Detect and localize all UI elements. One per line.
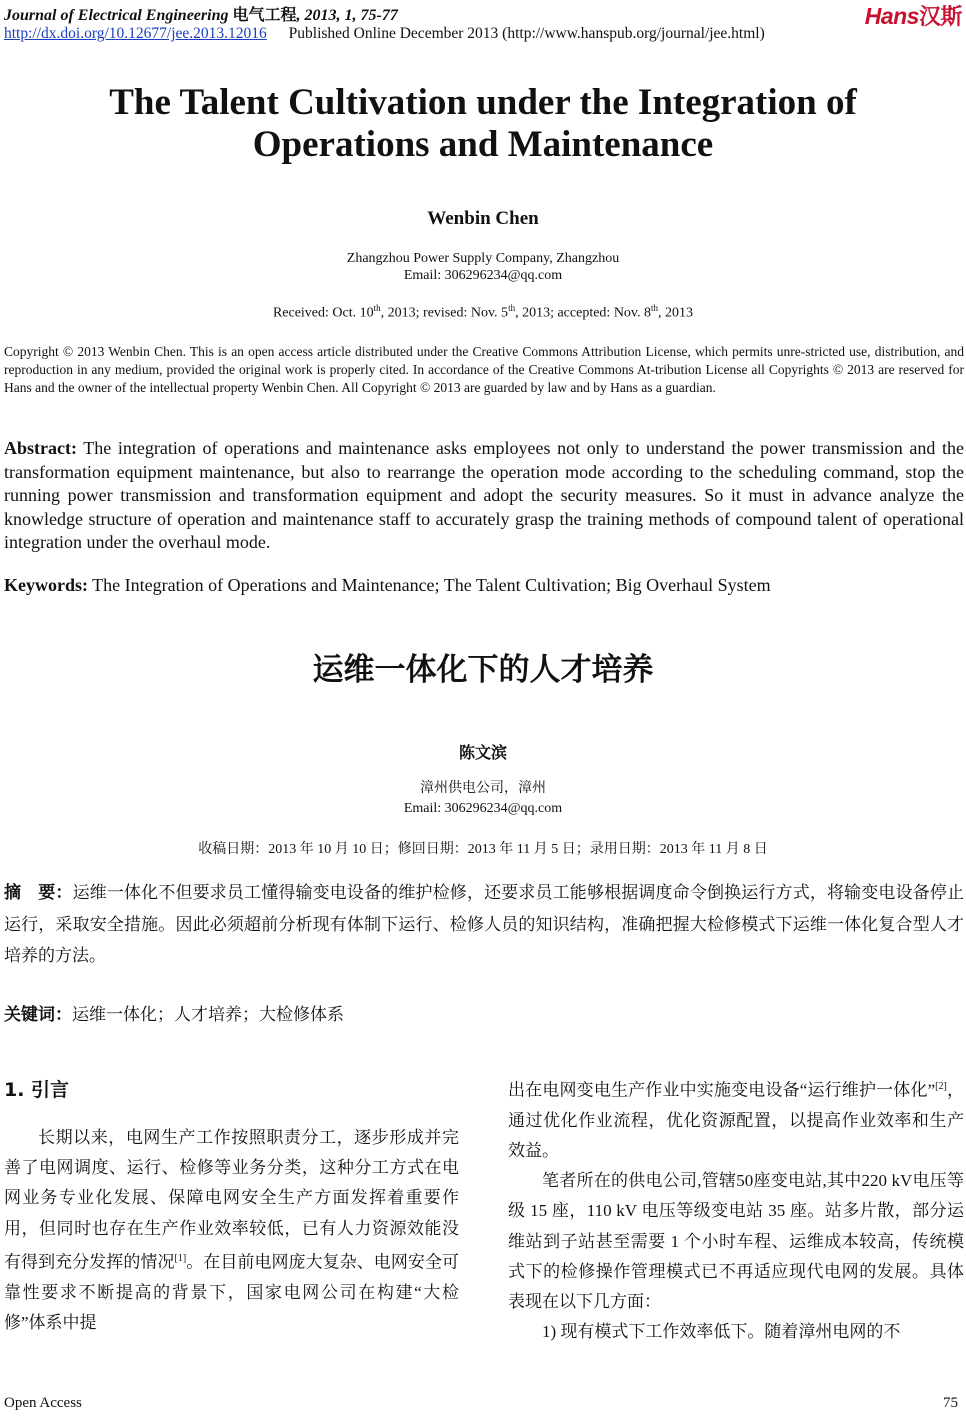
- doi-link[interactable]: http://dx.doi.org/10.12677/jee.2013.12016: [4, 25, 267, 42]
- intro-text-d: ，通过优化作业流程，优化资源配置，以提高作业效率和生产效益。: [508, 1080, 965, 1161]
- received-date: Received: Oct. 10: [272, 305, 374, 321]
- intro-paragraph-3: 1) 现有模式下工作效率低下。随着漳州电网的不: [542, 1322, 901, 1342]
- affiliation-en: [0, 250, 966, 284]
- keywords-en: [4, 575, 964, 596]
- intro-paragraph-1: [4, 1123, 459, 1338]
- journal-name-cn: 电气工程: [232, 7, 297, 24]
- abstract-text-cn: 运维一体化不但要求员工懂得输变电设备的维护检修，还要求员工能够根据调度命令倒换运行方式，将输变电设备停止运行，采取安全措施。因此必须超前分析现有体制下运行、检修人员的知识结构，准确把握大检修模式下运维一体化复合型人才培养的方法。: [4, 883, 965, 965]
- keywords-label-en: Keywords:: [4, 575, 88, 595]
- logo-text-en: Hans: [864, 3, 919, 29]
- revised-sup: th: [508, 303, 516, 313]
- intro-text-a: 长期以来，电网生产工作按照职责分工，逐步形成并完善了电网调度、运行、检修等业务分类，这种分工方式在电网业务专业化发展、保障电网安全生产方面发挥着重要作用，但同时也存在生产作业效率较低，已有人力资源效能没有得到充分发挥的情况: [4, 1128, 459, 1272]
- citation-ref-1: [1]: [174, 1252, 187, 1264]
- affiliation-cn: [0, 779, 966, 819]
- dates-cn: 收稿日期：2013 年 10 月 10 日；修回日期：2013 年 11 月 5 日；录用日期：2013 年 11 月 8 日: [198, 842, 768, 857]
- author-name-en: Wenbin Chen: [427, 208, 539, 229]
- abstract-cn: [4, 877, 964, 971]
- paper-title-cn: 运维一体化下的人才培养: [312, 652, 654, 688]
- abstract-text-en: The integration of operations and maintenance asks employees not only to understand the power transmission and the transformation equipment maintenance, but also to rearrange the operation mode according to the scheduling command, stop the running power transmission and transformation equipment and adopt the security measures. So it must in advance analyze the knowledge structure of operation and maintenance staff to accurately grasp the training methods of compound talent of operational integration under the overhaul mode.: [4, 438, 964, 552]
- affiliation-text-en: Zhangzhou Power Supply Company, Zhangzhou: [346, 251, 620, 266]
- received-sup: th: [373, 303, 381, 313]
- section-heading: 1. 引言: [4, 1079, 70, 1101]
- abstract-en: [4, 437, 964, 555]
- email-cn: Email: 306296234@qq.com: [403, 801, 563, 816]
- journal-name: Journal of Electrical Engineering: [4, 7, 229, 24]
- intro-text-c: 出在电网变电生产作业中实施变电设备“运行维护一体化”: [508, 1080, 936, 1100]
- body-column-right: [508, 1072, 964, 1347]
- revised-date: , 2013; revised: Nov. 5: [380, 305, 509, 321]
- affiliation-text-cn: 漳州供电公司，漳州: [420, 781, 546, 796]
- abstract-label-cn: 摘 要：: [4, 883, 73, 903]
- intro-paragraph-2: 笔者所在的供电公司,管辖50座变电站,其中220 kV电压等级 15 座，110 kV 电压等级变电站 35 座。站多片散，部分运维站到子站甚至需要 1 个小时车程、运维成本较高，传统模式下的检修操作管理模式已不再适应现代电网的发展。具体表现在以下几方面：: [508, 1171, 964, 1312]
- author-name-cn: 陈文滨: [458, 743, 507, 762]
- published-online: Published Online December 2013 (http://www.hanspub.org/journal/jee.html): [288, 25, 765, 42]
- keywords-text-en: The Integration of Operations and Maintenance; The Talent Cultivation; Big Overhaul System: [88, 575, 771, 595]
- paper-title-en: The Talent Cultivation under the Integration of Operations and Maintenance: [109, 82, 857, 165]
- accepted-sup: th: [651, 303, 659, 313]
- journal-citation: [4, 2, 398, 25]
- copyright-notice: Copyright © 2013 Wenbin Chen. This is an open access article distributed under the Creative Commons Attribution License, which permits unre-stricted use, distribution, and reproduction in any medium, provided the original work is properly cited. In accordance of the Creative Commons At-tribution License all Copyrights © 2013 are reserved for Hans and the owner of the intellectual property Wenbin Chen. All Copyright © 2013 are guarded by law and by Hans as a guardian.: [4, 344, 964, 395]
- keywords-label-cn: 关键词：: [4, 1005, 72, 1025]
- footer-open-access: Open Access: [4, 1395, 82, 1411]
- citation-ref-2: [2]: [935, 1081, 947, 1092]
- doi-line: [4, 25, 765, 43]
- accepted-date: , 2013; accepted: Nov. 8: [515, 305, 652, 321]
- page-header: [0, 0, 966, 52]
- keywords-text-cn: 运维一体化；人才培养；大检修体系: [72, 1005, 344, 1024]
- journal-info: , 2013, 1, 75-77: [296, 7, 398, 24]
- intro-paragraph-1-cont: [508, 1072, 964, 1166]
- page-number: 75: [943, 1395, 958, 1411]
- hans-logo: [865, 0, 962, 31]
- email-en: Email: 306296234@qq.com: [403, 268, 563, 283]
- abstract-label-en: Abstract:: [4, 438, 77, 458]
- logo-text-cn: 汉斯: [918, 4, 962, 29]
- body-column-left: [4, 1072, 459, 1338]
- intro-text-b: 。在目前电网庞大复杂、电网安全可靠性要求不断提高的背景下，国家电网公司在构建“大检修”体系中提: [4, 1252, 460, 1332]
- dates-tail: , 2013: [658, 305, 694, 321]
- dates-en: [0, 303, 966, 322]
- keywords-cn: [4, 1000, 964, 1025]
